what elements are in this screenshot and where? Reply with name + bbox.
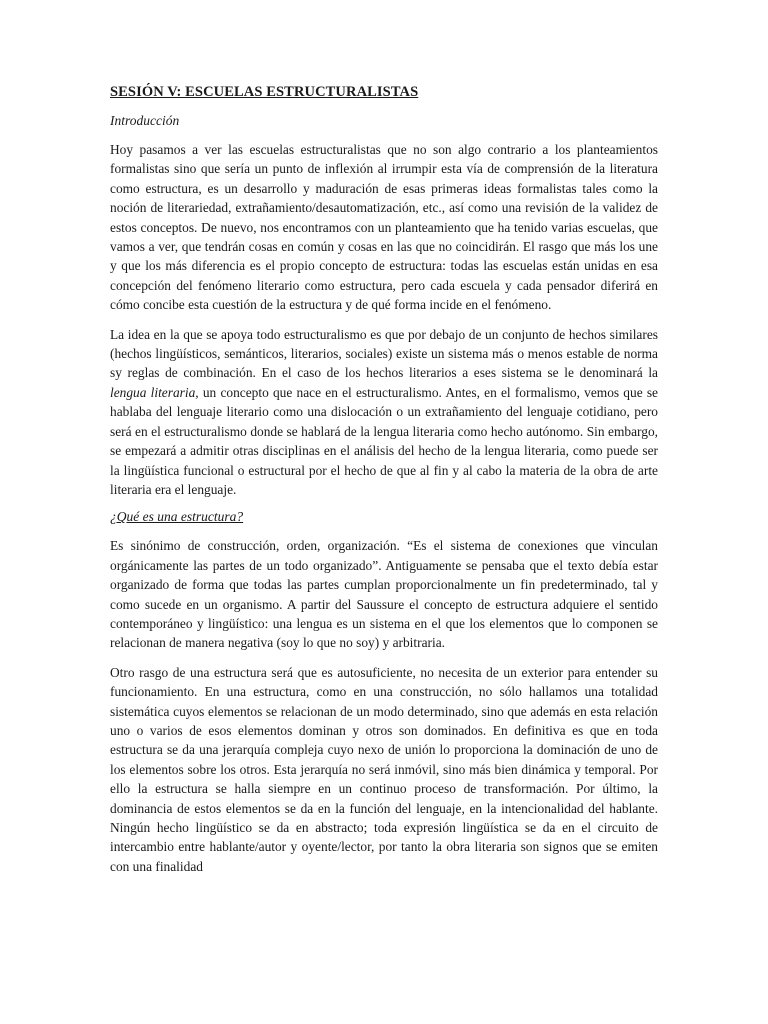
emphasis-lengua-literaria: lengua literaria [110, 384, 196, 400]
paragraph-2-part-2: , un concepto que nace en el estructuralismo. Antes, en el formalismo, vemos que se hablaba del lenguaje literario como una dislocación o un extrañamiento del lenguaje cotidiano, pero será en el estructuralismo donde se hablará de la lengua literaria como hecho autónomo. Sin embargo, se empezará a admitir otras disciplinas en el análisis del hecho de la lengua literaria, como puede ser la lingüística funcional o estructural por el hecho de que al fin y al cabo la materia de la obra de arte literaria era el lenguaje. [110, 384, 658, 497]
paragraph-4: Otro rasgo de una estructura será que es autosuficiente, no necesita de un exterior para entender su funcionamiento. En una estructura, como en una construcción, no sólo hallamos una totalidad sistemática cuyos elementos se relacionan de un modo determinado, sino que además en esta relación uno o varios de esos elementos dominan y otros son dominados. En definitiva es que en toda estructura se da una jerarquía compleja cuyo nexo de unión lo proporciona la dominación de uno de los elementos sobre los otros. Esta jerarquía no será inmóvil, sino más bien dinámica y temporal. Por ello la estructura se halla siempre en un continuo proceso de transformación. Por último, la dominancia de estos elementos se da en la función del lenguaje, en la intencionalidad del hablante. Ningún hecho lingüístico se da en abstracto; toda expresión lingüística se da en el circuito de intercambio entre hablante/autor y oyente/lector, por tanto la obra literaria son signos que se emiten con una finalidad [110, 664, 658, 874]
page-title: SESIÓN V: ESCUELAS ESTRUCTURALISTAS [110, 84, 419, 100]
paragraph-1: Hoy pasamos a ver las escuelas estructuralistas que no son algo contrario a los planteamientos formalistas sino que sería un punto de inflexión al irrumpir esta vía de comprensión de la literatura como estructura, es un desarrollo y maduración de esas primeras ideas formalistas tales como la noción de literariedad, extrañamiento/desautomatización, etc., así como una revisión de la validez de estos conceptos. De nuevo, nos encontramos con un planteamiento que ha tenido varias escuelas, que vamos a ver, que tendrán cosas en común y cosas en las que no coincidirán. El rasgo que más los une y que los más diferencia es el propio concepto de estructura: todas las escuelas están unidas en esa concepción del fenómeno literario como estructura, pero cada escuela y cada pensador diferirá en cómo concibe esta cuestión de la estructura y de qué forma incide en el fenómeno. [110, 142, 658, 313]
section-heading-introduccion: Introducción [110, 113, 180, 128]
section-heading-que-es-estructura: ¿Qué es una estructura? [110, 509, 244, 525]
paragraph-3: Es sinónimo de construcción, orden, organización. “Es el sistema de conexiones que vinculan orgánicamente las partes de un todo organizado”. Antiguamente se pensaba que el texto debía estar organizado de forma que todas las partes cumplan proporcionalmente un fin predeterminado, tal y como sucede en un organismo. A partir del Saussure el concepto de estructura adquiere el sentido contemporáneo y lingüístico: una lengua es un sistema en el que los elementos que lo componen se relacionan de manera negativa (soy lo que no soy) y arbitraria. [110, 538, 658, 651]
paragraph-2 [110, 325, 658, 500]
paragraph-2-part-1: La idea en la que se apoya todo estructuralismo es que por debajo de un conjunto de hechos similares (hechos lingüísticos, semánticos, literarios, sociales) existe un sistema más o menos estable de norma sy reglas de combinación. En el caso de los hechos literarios a eses sistema se le denominará la [110, 326, 658, 381]
